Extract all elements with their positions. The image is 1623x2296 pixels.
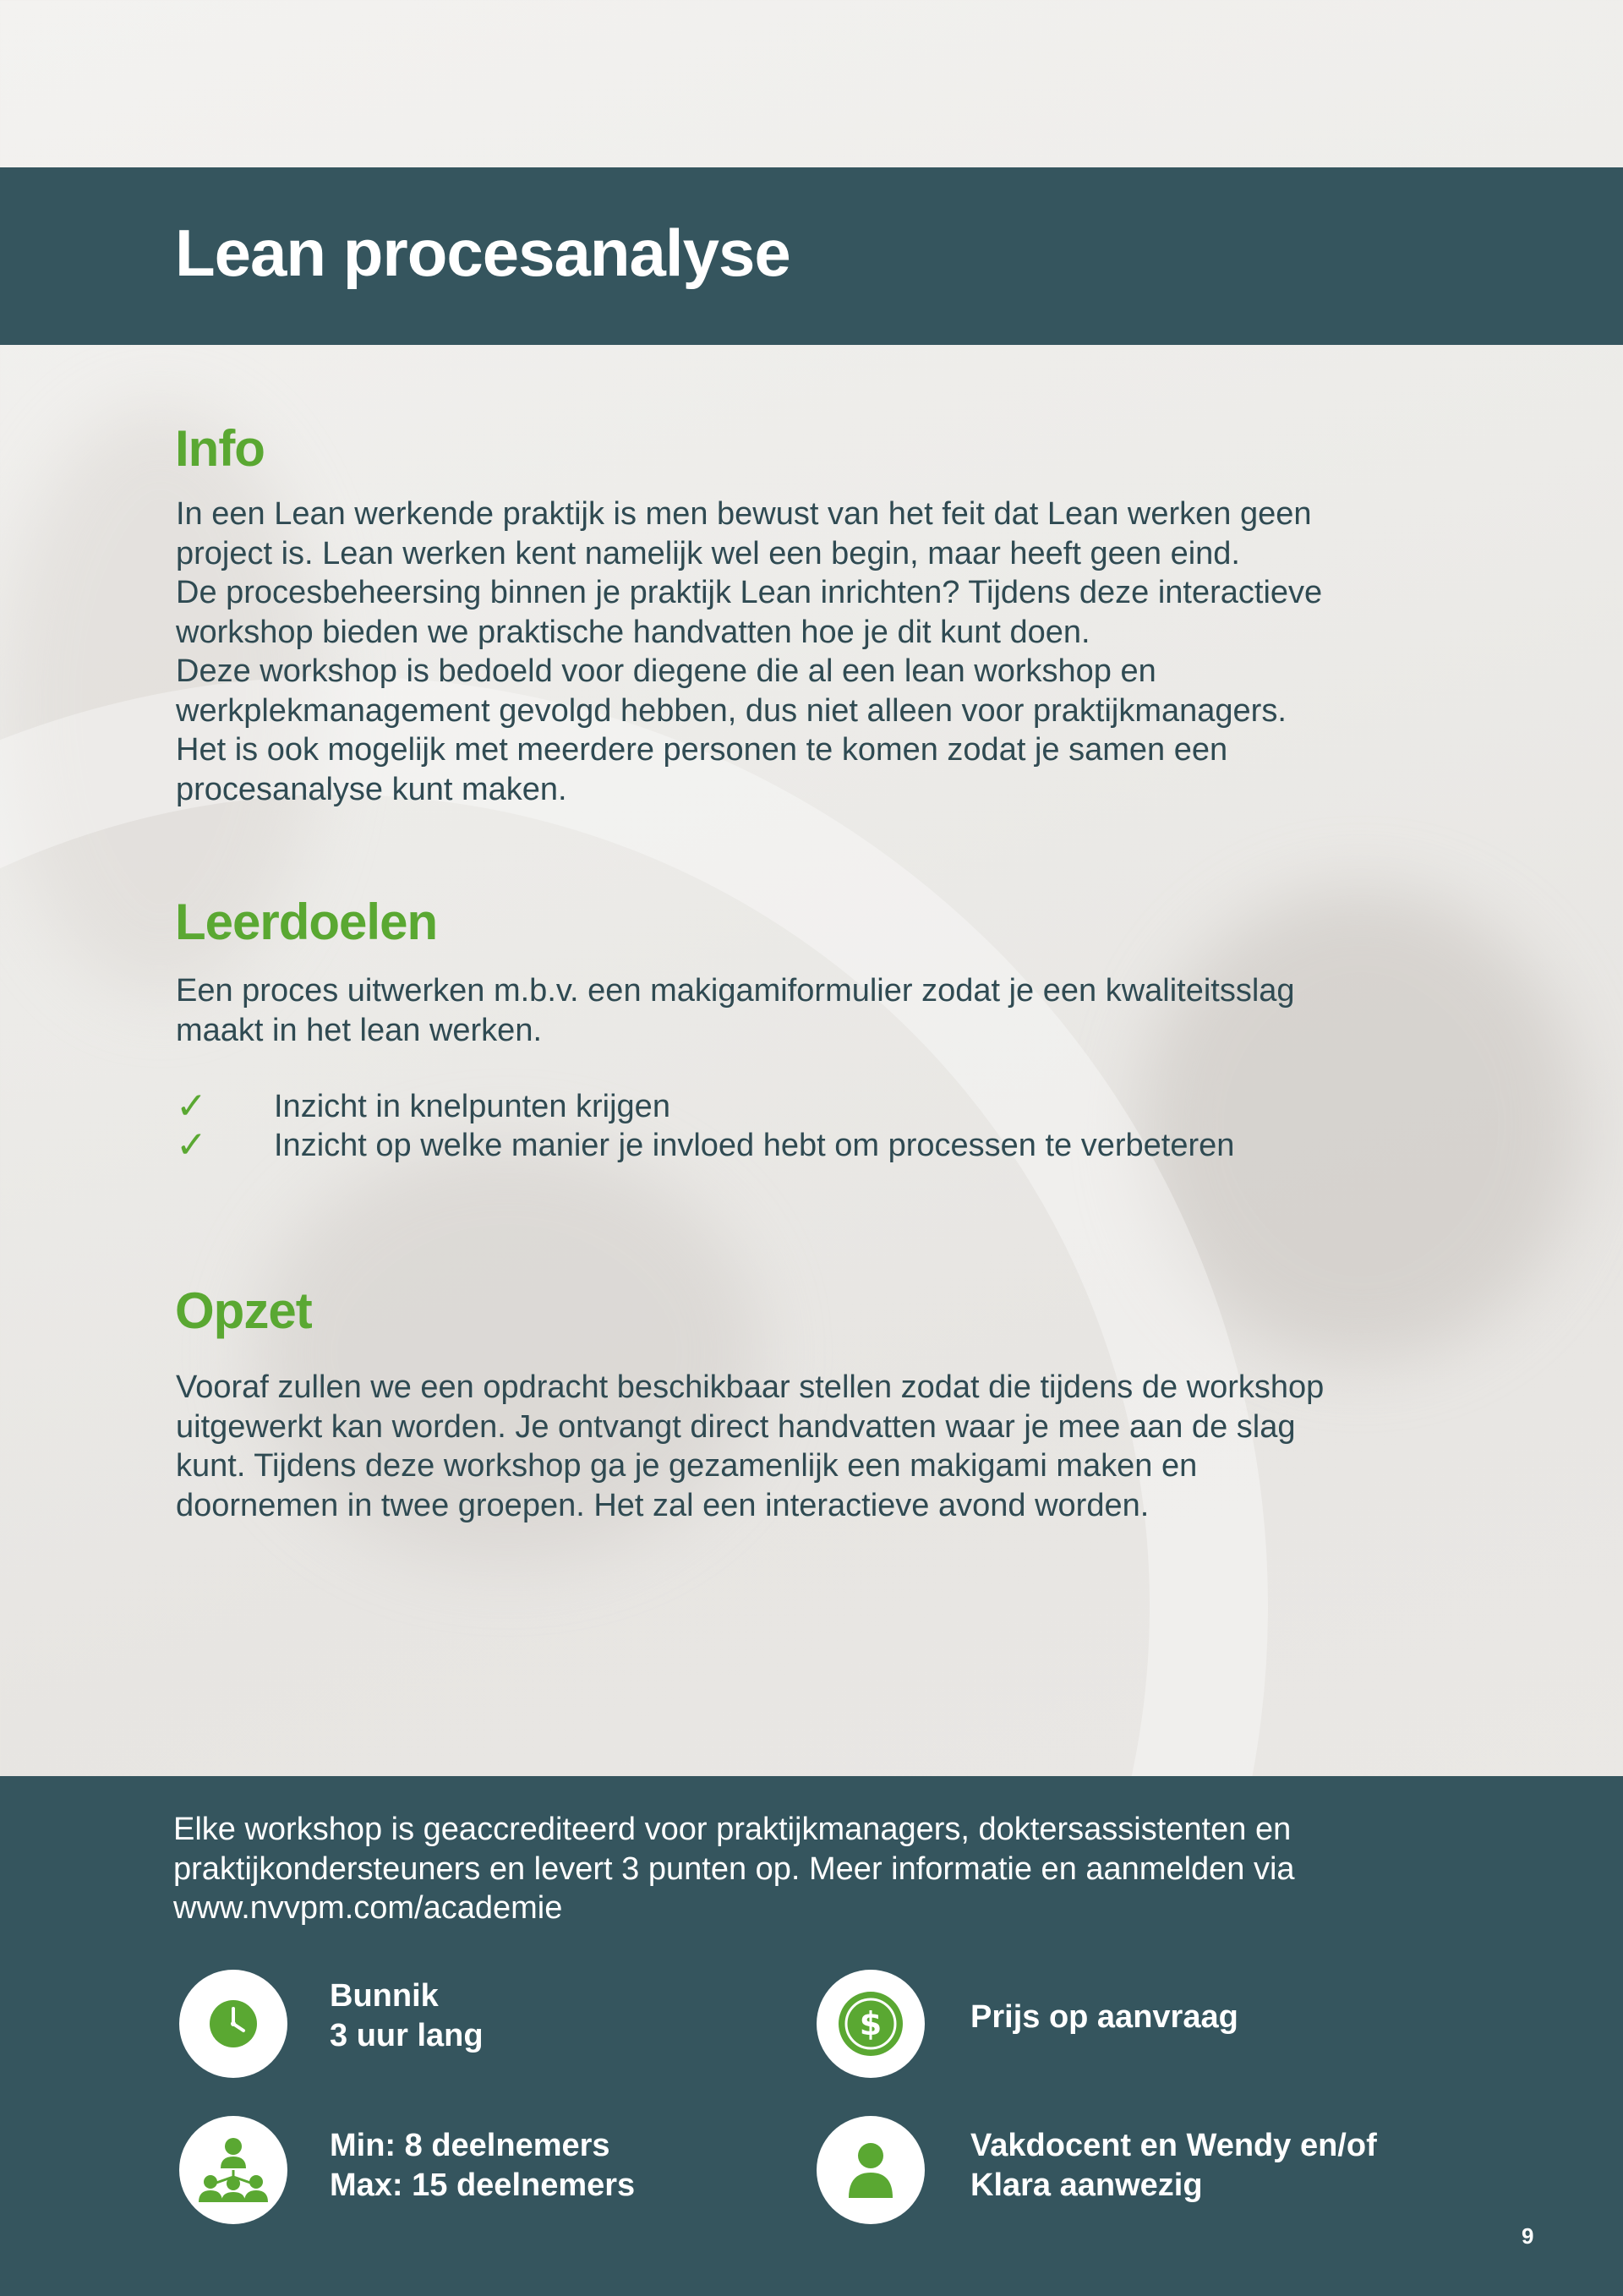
leerdoelen-checklist (176, 1087, 1234, 1165)
leerdoelen-line: maakt in het lean werken. (176, 1012, 543, 1048)
info-line: workshop bieden we praktische handvatten hoe je dit kunt doen. (176, 614, 1090, 650)
min-participants: Min: 8 deelnemers (330, 2128, 610, 2163)
teacher-line: Klara aanwezig (970, 2168, 1203, 2203)
accreditation-text (173, 1810, 1399, 1928)
check-icon: ✓ (176, 1124, 207, 1166)
max-participants: Max: 15 deelnemers (330, 2168, 636, 2203)
checklist-item (176, 1126, 1234, 1165)
teacher-line: Vakdocent en Wendy en/of (970, 2128, 1377, 2163)
accreditation-link[interactable]: www.nvvpm.com/academie (173, 1890, 563, 1926)
check-icon: ✓ (176, 1085, 207, 1127)
footer (0, 1776, 1623, 2296)
info-line: project is. Lean werken kent namelijk wel een begin, maar heeft geen eind. (176, 535, 1240, 571)
info-line: In een Lean werkende praktijk is men bewust van het feit dat Lean werken geen (176, 496, 1312, 532)
opzet-line: Vooraf zullen we een opdracht beschikbaar stellen zodat die tijdens de workshop (176, 1369, 1325, 1405)
opzet-line: kunt. Tijdens deze workshop ga je gezamenlijk een makigami maken en (176, 1448, 1198, 1484)
info-line: Het is ook mogelijk met meerdere personen te komen zodat je samen een (176, 732, 1228, 768)
page-number: 9 (1522, 2223, 1534, 2249)
accreditation-line: Elke workshop is geaccrediteerd voor praktijkmanagers, doktersassistenten en (173, 1812, 1292, 1847)
leerdoelen-heading: Leerdoelen (175, 894, 438, 950)
clock-icon (179, 1970, 287, 2078)
opzet-paragraph (176, 1368, 1385, 1525)
info-line: Deze workshop is bedoeld voor diegene die al een lean workshop en (176, 653, 1156, 689)
opzet-line: doornemen in twee groepen. Het zal een interactieve avond worden. (176, 1487, 1150, 1523)
leerdoelen-line: Een proces uitwerken m.b.v. een makigamiformulier zodat je een kwaliteitsslag (176, 973, 1295, 1009)
teacher-text (970, 2126, 1377, 2206)
location-duration-text (330, 1976, 484, 2056)
checklist-item (176, 1087, 1234, 1126)
info-heading: Info (175, 420, 265, 477)
opzet-line: uitgewerkt kan worden. Je ontvangt direct handvatten waar je mee aan de slag (176, 1408, 1296, 1445)
title-bar (0, 167, 1623, 345)
checklist-item-text: Inzicht op welke manier je invloed hebt om processen te verbeteren (274, 1128, 1235, 1163)
person-icon (817, 2116, 925, 2224)
svg-text:$: $ (859, 2005, 883, 2042)
info-line: procesanalyse kunt maken. (176, 771, 567, 807)
leerdoelen-paragraph (176, 971, 1385, 1050)
info-line: De procesbeheersing binnen je praktijk Lean inrichten? Tijdens deze interactieve (176, 575, 1323, 610)
participants-text (330, 2126, 635, 2206)
accreditation-line: praktijkondersteuners en levert 3 punten op. Meer informatie en aanmelden via (173, 1850, 1295, 1887)
page-title: Lean procesanalyse (175, 216, 790, 290)
checklist-item-text: Inzicht in knelpunten krijgen (274, 1089, 670, 1124)
dollar-icon (817, 1970, 925, 2078)
opzet-heading: Opzet (175, 1282, 312, 1339)
duration-text: 3 uur lang (330, 2018, 484, 2053)
info-line: werkplekmanagement gevolgd hebben, dus niet alleen voor praktijkmanagers. (176, 692, 1287, 729)
location-text: Bunnik (330, 1978, 439, 2014)
price-text: Prijs op aanvraag (970, 1999, 1238, 2035)
group-icon (179, 2116, 287, 2224)
info-paragraph (176, 495, 1385, 809)
